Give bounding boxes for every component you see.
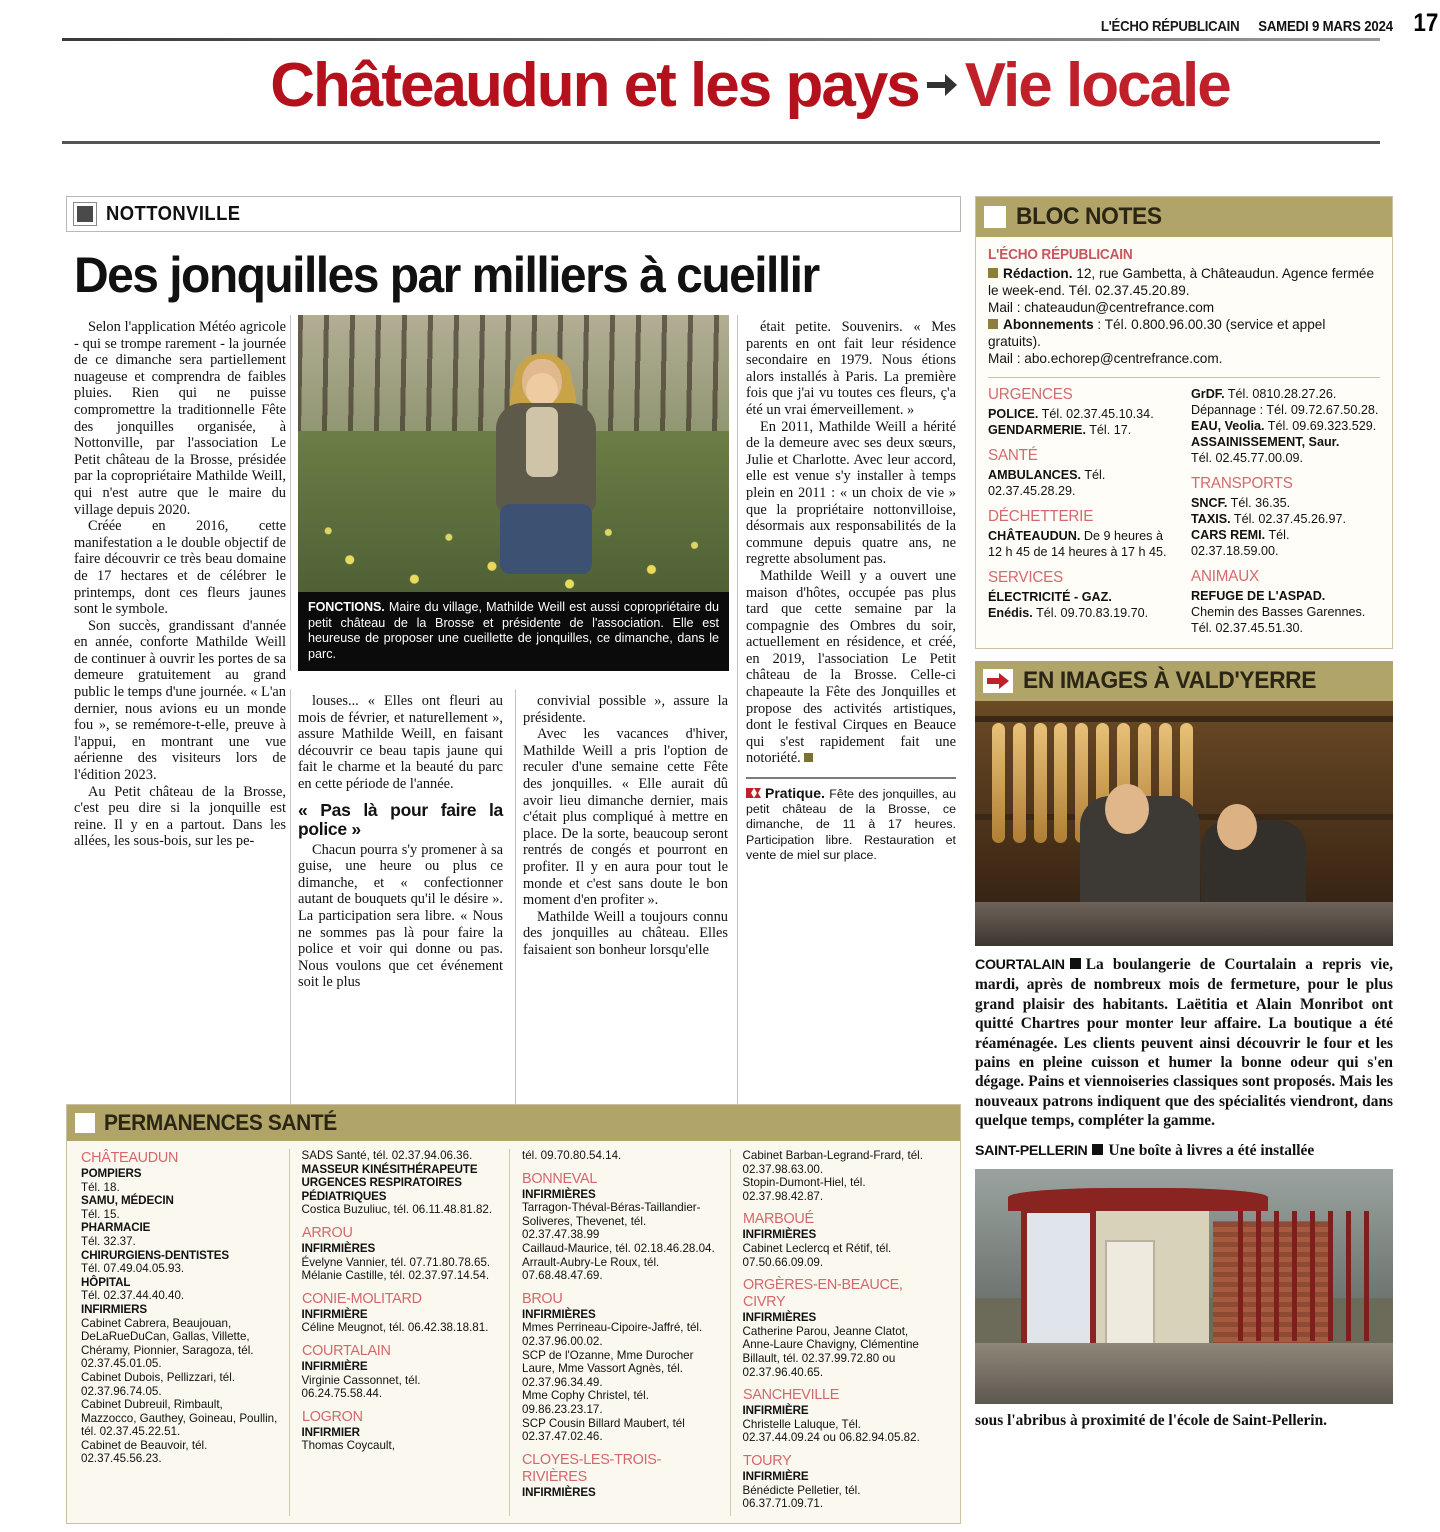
baker-man-head <box>1105 784 1149 834</box>
square-bullet-icon <box>1070 958 1081 969</box>
section-title-sub: Vie locale <box>964 51 1230 120</box>
permanences-entry: Céline Meugnot, tél. 06.42.38.18.81. <box>301 1321 489 1335</box>
permanences-role: INFIRMIÈRE <box>301 1307 368 1321</box>
bloc-notes-divider <box>988 377 1380 378</box>
bloc-notes-line-label: Rédaction. <box>1003 266 1073 281</box>
en-images-item-2-location: SAINT-PELLERIN <box>975 1142 1088 1159</box>
permanences-role: CHIRURGIENS-DENTISTES <box>81 1248 229 1262</box>
article-subheading: « Pas là pour faire la police » <box>298 799 503 839</box>
column-divider <box>515 689 516 1141</box>
permanences-entry: Mélanie Castille, tél. 02.37.97.14.54. <box>301 1269 490 1283</box>
permanences-entry: Tél. 07.49.04.05.93. <box>81 1262 185 1276</box>
paragraph: Avec les vacances d'hiver, Mathilde Weill a pris l'option de reculer d'une semaine cette Fête des jonquilles. « Elle aurait dû avoir lieu dimanche dernier, mais c'était plus compliqué à mettre en place. De la sorte, beaucoup seront rentrés de congés et pourront en profiter. Il y en aura pour tout le monde et c'est sans doute le bon moment d'en profiter ». <box>523 726 728 909</box>
permanences-role: INFIRMIÈRE <box>742 1404 809 1418</box>
bloc-notes-line: Mail : abo.echorep@centrefrance.com. <box>988 351 1223 366</box>
book-box-panel <box>1021 1207 1096 1353</box>
bloc-notes-category: ANIMAUX <box>1191 568 1259 585</box>
article-headline: Des jonquilles par milliers à cueillir <box>74 247 819 303</box>
bloc-notes-right-column <box>1191 386 1380 636</box>
photo-caption <box>298 592 729 671</box>
permanences-role: INFIRMIÈRE <box>742 1469 809 1483</box>
pratique-divider <box>746 777 956 779</box>
masthead-rule <box>62 38 1380 41</box>
square-bullet-icon <box>988 268 998 278</box>
bloc-notes-left-column <box>988 386 1177 636</box>
bakery-counter <box>975 902 1393 946</box>
bloc-notes-entry: Enédis. Tél. 09.70.83.19.70. <box>988 606 1149 620</box>
square-bullet-icon <box>74 203 96 225</box>
bloc-notes-line-text: : Tél. 0.800.96.00.30 (service et appel gratuits). <box>988 317 1326 349</box>
permanences-entry: Catherine Parou, Jeanne Clatot, Anne-Laure Chavigny, Clémentine Billault, tél. 02.37.99.72.80 ou 02.37.96.40.65. <box>742 1324 919 1379</box>
permanences-role: INFIRMIÈRES <box>522 1187 596 1201</box>
permanences-entry: Cabinet Dubois, Pellizzari, tél. 02.37.96.74.05. <box>81 1370 236 1398</box>
permanences-entry: Tél. 18. <box>81 1180 120 1194</box>
permanences-town: SANCHEVILLE <box>742 1386 839 1404</box>
square-bullet-icon <box>984 206 1006 228</box>
permanences-body <box>67 1141 960 1524</box>
bloc-notes-body <box>976 237 1392 648</box>
bloc-notes-entry: Chemin des Basses Garennes. <box>1191 605 1366 619</box>
photo-caption-text: Maire du village, Mathilde Weill est aussi copropriétaire du petit château de la Brosse et présidente de l'association. Elle est heureuse de proposer une cueillette de jonquilles, ce dimanche, dans le parc. <box>308 600 720 661</box>
commune-banner <box>66 196 961 232</box>
paragraph: louses... « Elles ont fleuri au mois de février, et naturellement », assure Mathilde Weill, en faisant découvrir ce beau tapis jaune qui fait le charme et la beauté du parc en cette période de l'année. <box>298 693 503 792</box>
arrow-right-icon <box>925 70 959 100</box>
bloc-notes-entry: REFUGE DE L'ASPAD. <box>1191 589 1326 603</box>
article-photo-block <box>298 315 729 671</box>
permanences-entry: Mme Cophy Christel, tél. 09.86.23.23.17. <box>522 1389 649 1416</box>
column-divider <box>290 689 291 1141</box>
bloc-notes-entry: CARS REMI. Tél. 02.37.18.59.00. <box>1191 528 1290 558</box>
photo-person-face <box>526 373 558 407</box>
masthead-page-number: 17 <box>1413 9 1439 37</box>
permanences-role: INFIRMIÈRES <box>522 1485 596 1499</box>
permanences-entry: Virginie Cassonnet, tél. 06.24.75.58.44. <box>301 1373 421 1401</box>
permanences-role: INFIRMIER <box>301 1425 360 1439</box>
permanences-role: MASSEUR KINÉSITHÉRAPEUTE URGENCES RESPIRATOIRES PÉDIATRIQUES <box>301 1162 478 1203</box>
bloc-notes-category: URGENCES <box>988 386 1073 403</box>
bloc-notes-entry: TAXIS. Tél. 02.37.45.26.97. <box>1191 512 1346 526</box>
bloc-notes-entry: ASSAINISSEMENT, Saur. <box>1191 435 1340 449</box>
en-images-item-2-caption: sous l'abribus à proximité de l'école de Saint-Pellerin. <box>975 1412 1327 1430</box>
permanences-entry: Mmes Perrineau-Cipoire-Jaffré, tél. 02.37.96.00.02. <box>522 1321 703 1348</box>
permanences-town: COURTALAIN <box>301 1341 391 1359</box>
permanences-town: CLOYES-LES-TROIS-RIVIÈRES <box>522 1450 662 1485</box>
header-divider <box>62 141 1380 144</box>
permanences-town: CONIE-MOLITARD <box>301 1289 422 1307</box>
permanences-column-4 <box>731 1149 951 1516</box>
permanences-header <box>67 1105 960 1141</box>
photo-person-shirt <box>526 407 558 477</box>
permanences-entry: Cabinet Barban-Legrand-Frard, tél. 02.37.98.63.00. <box>742 1149 923 1176</box>
pratique-flag-icon <box>746 787 761 799</box>
bakery-shelf <box>975 716 1393 722</box>
permanences-role: INFIRMIÈRES <box>301 1241 376 1255</box>
permanences-town: TOURY <box>742 1451 791 1469</box>
article-column-4 <box>746 319 956 863</box>
paragraph: Mathilde Weill a toujours connu des jonquilles au château. Elles faisaient son bonheur lorsqu'elle <box>523 908 728 958</box>
paragraph: En 2011, Mathilde Weill a hérité de la demeure avec ses deux sœurs, Julie et Charlotte. Avec leur accord, elle est venue s'y installer à temps plein en 2011 : « un choix de vie » que la propriétaire nottonvilloise, désormais aux responsabilités de la commune depuis quatre ans, ne regrette absolument pas. <box>746 418 956 568</box>
pratique-label: Pratique. <box>765 785 825 802</box>
pratique-note <box>746 786 956 863</box>
article-column-2 <box>298 693 503 991</box>
permanences-title: PERMANENCES SANTÉ <box>104 1110 337 1135</box>
permanences-entry: SCP de l'Ozanne, Mme Durocher Laure, Mme Vassort Agnès, tél. 02.37.96.34.49. <box>522 1348 694 1389</box>
en-images-item-2 <box>975 1141 1393 1161</box>
en-images-header <box>975 661 1393 701</box>
bloc-notes-panel <box>975 196 1393 649</box>
permanences-entry: Arrault-Aubry-Le Roux, tél. 07.68.48.47.69. <box>522 1255 660 1283</box>
square-bullet-icon <box>75 1113 95 1133</box>
permanences-entry: SCP Cousin Billard Maubert, tél 02.37.47.02.46. <box>522 1416 685 1444</box>
page-title <box>60 51 1440 120</box>
masthead-paper-name: L'ÉCHO RÉPUBLICAIN <box>1100 18 1240 35</box>
permanences-role: POMPIERS <box>81 1167 142 1180</box>
bloc-notes-line <box>988 316 1380 350</box>
permanences-entry: SADS Santé, tél. 02.37.94.06.36. <box>301 1149 473 1162</box>
photo-person <box>488 359 608 575</box>
bloc-notes-title: BLOC NOTES <box>1016 203 1162 230</box>
paragraph: Créée en 2016, cette manifestation a le double objectif de faire découvrir ce très beau domaine de 17 hectares et de célébrer le printemps, dont ces fleurs jaunes sont le symbole. <box>74 518 286 618</box>
en-images-item-1-text: La boulangerie de Courtalain a repris vie, mardi, après de nombreux mois de fermeture, pour le plus grand plaisir des habitants. Laëtitia et Alain Monribot ont quitté Chartres pour monter leur affaire. La boutique a été réaménagée. Les clients peuvent ainsi découvrir le four et les pains en pleine cuisson et humer la bonne odeur qui s'en dégage. Pains et viennoiseries classiques sont proposés. Mais les nouveaux patrons indiquent que des spécialités viendront, dans quelque temps, compléter la gamme. <box>975 956 1393 1130</box>
paragraph: Selon l'application Météo agricole - qui se trompe rarement - la journée de ce dimanche sera partiellement nuageuse et comprendra de faibles pluies. Rien qui ne puisse compromettre la traditionnelle Fête des jonquilles organisée, à Nottonville, par l'association Le Petit château de la Brosse, présidée par la copropriétaire Mathilde Weill, qui n'est autre que le maire du village depuis 2020. <box>74 319 286 518</box>
bus-photo-door <box>1105 1240 1155 1358</box>
photo-person-legs <box>500 504 592 574</box>
permanences-entry: Caillaud-Maurice, tél. 02.18.46.28.04. <box>522 1241 715 1255</box>
bloc-notes-category: SERVICES <box>988 569 1064 586</box>
bloc-notes-line-label: Abonnements <box>1003 317 1094 332</box>
permanences-role: SAMU, MÉDECIN <box>81 1194 174 1208</box>
bloc-notes-columns <box>988 386 1380 636</box>
baguette-icon <box>1013 723 1026 843</box>
permanences-town: MARBOUÉ <box>742 1210 814 1228</box>
permanences-entry: Stopin-Dumont-Hiel, tél. 02.37.98.42.87. <box>742 1176 866 1203</box>
permanences-entry: Costica Buzuliuc, tél. 06.11.48.81.82. <box>301 1203 493 1217</box>
bus-photo-ground <box>975 1343 1393 1404</box>
square-bullet-icon <box>1092 1144 1103 1155</box>
square-bullet-icon <box>988 319 998 329</box>
bloc-notes-entry: GENDARMERIE. Tél. 17. <box>988 423 1132 437</box>
baguette-icon <box>992 723 1005 843</box>
permanences-role: HÔPITAL <box>81 1275 131 1289</box>
bloc-notes-header <box>976 197 1392 237</box>
permanences-entry: Cabinet de Beauvoir, tél. 02.37.45.56.23. <box>81 1438 208 1466</box>
bloc-notes-line-text: 12, rue Gambetta, à Châteaudun. Agence fermée le week-end. Tél. 02.37.45.20.89. <box>988 266 1375 298</box>
en-images-panel <box>975 661 1393 1430</box>
permanences-entry: Tél. 15. <box>81 1207 120 1221</box>
bus-photo-gate <box>1238 1211 1380 1340</box>
baguette-icon <box>1054 723 1067 843</box>
permanences-town: BONNEVAL <box>522 1169 598 1187</box>
paragraph: Au Petit château de la Brosse, c'est peu dire si la jonquille est reine. Il y en a partout. Dans les allées, les sous-bois, sur les pe- <box>74 783 286 850</box>
right-rail <box>975 196 1393 1430</box>
bloc-notes-entry: ÉLECTRICITÉ - GAZ. <box>988 590 1112 604</box>
column-divider <box>290 315 291 671</box>
permanences-town: BROU <box>522 1289 563 1307</box>
baguette-icon <box>1034 723 1047 843</box>
permanences-entry: Cabinet Cabrera, Beaujouan, DeLaRueDuCan, Gallas, Villette, Chéramy, Pionnier, Saragoza, tél. 02.37.45.01.05. <box>81 1316 254 1371</box>
permanences-column-1 <box>81 1149 290 1516</box>
bloc-notes-line <box>988 265 1380 299</box>
permanences-entry: tél. 09.70.80.54.14. <box>522 1149 622 1162</box>
permanences-role: INFIRMIÈRES <box>742 1228 817 1242</box>
article-column-3 <box>523 693 728 959</box>
end-of-article-icon <box>804 753 813 762</box>
bus-shelter-photo <box>975 1169 1393 1404</box>
bloc-notes-entry: CHÂTEAUDUN. De 9 heures à 12 h 45 de 14 heures à 17 h 45. <box>988 529 1167 559</box>
permanences-entry: Cabinet Dubreuil, Rimbault, Mazzocco, Gauthey, Goineau, Poullin, tél. 02.37.45.22.51. <box>81 1398 278 1439</box>
pratique-text: Fête des jonquilles, au petit château de la Brosse, ce dimanche, de 11 à 17 heures. Participation libre. Restauration et vente de miel sur place. <box>746 787 956 862</box>
permanences-entry: Thomas Coycault, <box>301 1439 395 1453</box>
bloc-notes-entry: AMBULANCES. Tél. 02.37.45.28.29. <box>988 468 1106 498</box>
permanences-role: INFIRMIÈRES <box>522 1307 596 1321</box>
bloc-notes-category: DÉCHETTERIE <box>988 508 1094 525</box>
permanences-entry: Tarragon-Théval-Béras-Taillandier-Soliveres, Thevenet, tél. 02.37.47.38.99 <box>522 1201 701 1242</box>
paragraph: convivial possible », assure la présidente. <box>523 693 728 726</box>
arrow-right-icon <box>983 669 1013 693</box>
permanences-role: INFIRMIÈRES <box>742 1311 817 1325</box>
en-images-item-2-text: Une boîte à livres a été installée <box>1108 1141 1315 1159</box>
permanences-column-3 <box>510 1149 731 1516</box>
masthead <box>60 9 1440 37</box>
permanences-town: CHÂTEAUDUN <box>81 1149 179 1166</box>
bloc-notes-category: SANTÉ <box>988 447 1038 464</box>
bloc-notes-entry: EAU, Veolia. Tél. 09.69.323.529. <box>1191 419 1377 433</box>
paragraph: était petite. Souvenirs. « Mes parents en ont fait leur résidence secondaire en 1979. Nous étions alors installés à Paris. La première fois que j'ai vu toutes ces fleurs, ç'a été un vrai émerveillement. » <box>746 319 956 418</box>
masthead-date: SAMEDI 9 MARS 2024 <box>1258 18 1393 35</box>
article-column-1 <box>74 319 286 850</box>
bloc-notes-entry: Tél. 02.37.45.51.30. <box>1191 621 1304 635</box>
permanences-column-2 <box>290 1149 511 1516</box>
column-divider <box>737 315 738 1141</box>
article-column-4-text <box>746 319 956 767</box>
permanences-entry: Tél. 02.37.44.40.40. <box>81 1289 185 1303</box>
bloc-notes-entry: Dépannage : Tél. 09.72.67.50.28. <box>1191 403 1379 417</box>
bloc-notes-entry: SNCF. Tél. 36.35. <box>1191 496 1291 510</box>
commune-name: NOTTONVILLE <box>106 202 241 225</box>
permanences-town: LOGRON <box>301 1407 363 1425</box>
permanences-entry: Christelle Laluque, Tél. 02.37.44.09.24 ou 06.82.94.05.82. <box>742 1417 920 1445</box>
en-images-item-1-location: COURTALAIN <box>975 957 1065 973</box>
en-images-item-1 <box>975 955 1393 1131</box>
permanences-town: ARROU <box>301 1223 353 1241</box>
article-region <box>66 196 961 1145</box>
bloc-notes-brand: L'ÉCHO RÉPUBLICAIN <box>988 247 1133 263</box>
permanences-town: ORGÈRES-EN-BEAUCE, CIVRY <box>742 1276 903 1311</box>
photo-caption-lead: FONCTIONS. <box>308 600 385 614</box>
bloc-notes-entry: Tél. 02.45.77.00.09. <box>1191 451 1304 465</box>
bloc-notes-line: Mail : chateaudun@centrefrance.com <box>988 300 1215 315</box>
permanences-entry: Cabinet Leclercq et Rétif, tél. 07.50.66.09.09. <box>742 1241 892 1269</box>
paragraph: Mathilde Weill y a ouvert une maison d'hôtes, occupée pas plus tard que cette semaine par la compagnie des Ombres du soir, actuellement en résidence, et créé, en 2019, l'association Le Petit château de la Brosse. Celle-ci chapeaute la Fête des Jonquilles et propose des activités artistiques, dont le festival Cirques en Beauce qui s'est rapidement fait une notoriété. <box>746 567 956 767</box>
section-title-main: Châteaudun et les pays <box>270 51 919 120</box>
permanences-sante-panel <box>66 1104 961 1524</box>
permanences-entry: Évelyne Vannier, tél. 07.71.80.78.65. <box>301 1255 491 1269</box>
permanences-role: PHARMACIE <box>81 1221 151 1235</box>
article-photo <box>298 315 729 592</box>
permanences-entry: Tél. 32.37. <box>81 1234 136 1248</box>
permanences-role: INFIRMIÈRE <box>301 1359 368 1373</box>
bloc-notes-category: TRANSPORTS <box>1191 475 1293 492</box>
bakery-photo <box>975 701 1393 946</box>
paragraph: Chacun pourra s'y promener à sa guise, une heure ou plus ce dimanche, et « confectionner autant de bouquets qu'il le désire ». La participation sera libre. « Nous ne sommes pas là pour faire la police et voir qui donne ou pas. Nous voulons que cet événement soit le plus <box>298 841 503 991</box>
permanences-role: INFIRMIERS <box>81 1302 147 1316</box>
paragraph: Son succès, grandissant d'année en année, conforte Mathilde Weill de continuer à ouvrir les portes de sa demeure gratuitement au grand public le temps d'une journée. « L'an dernier, nous avions eu un monde fou », se remémore-t-elle, preuve à l'appui, en montrant une vue aérienne des visiteurs lors de l'édition 2023. <box>74 617 286 784</box>
article-columns <box>66 315 961 1145</box>
en-images-title: EN IMAGES À VALD'YERRE <box>1023 667 1317 694</box>
permanences-entry: Bénédicte Pelletier, tél. 06.37.71.09.71. <box>742 1483 861 1511</box>
bloc-notes-entry: GrDF. Tél. 0810.28.27.26. <box>1191 387 1337 401</box>
bloc-notes-entry: POLICE. Tél. 02.37.45.10.34. <box>988 407 1154 421</box>
